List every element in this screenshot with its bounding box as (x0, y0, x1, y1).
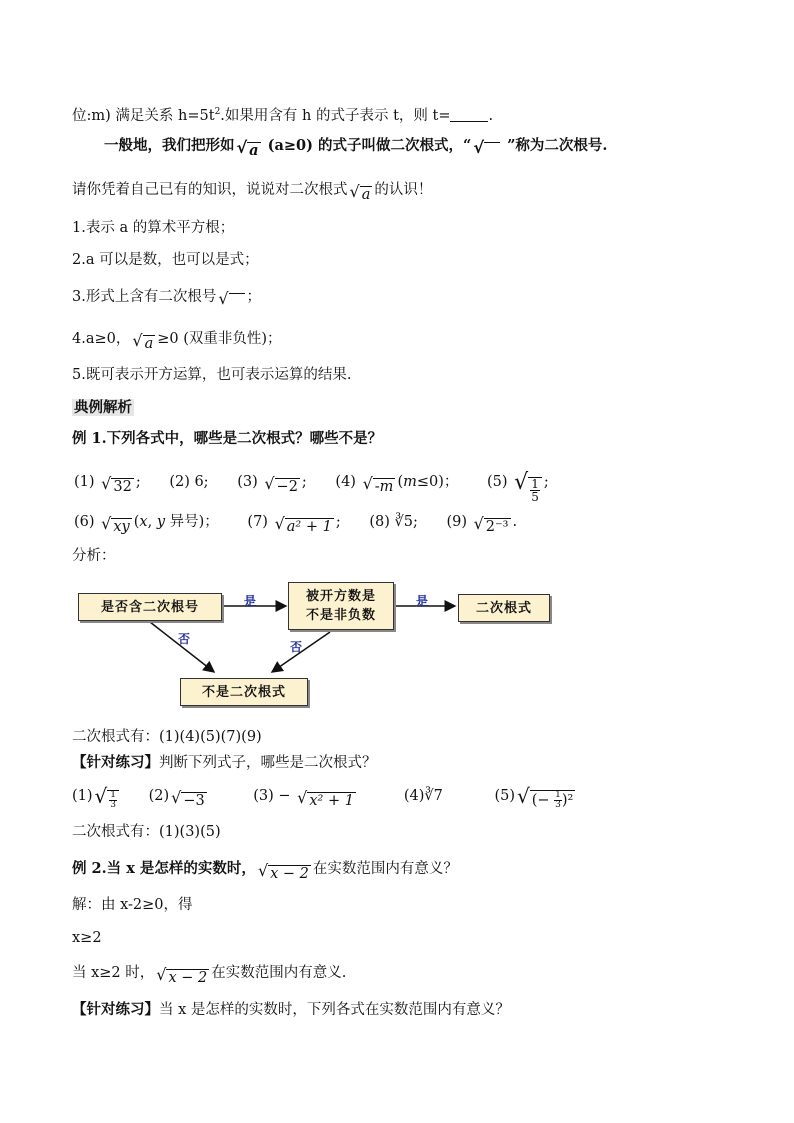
flow-label-yes-2: 是 (416, 594, 429, 608)
example-2-title: 例 2.当 x 是怎样的实数时， √ x − 2 在实数范围内有意义？ (72, 860, 458, 882)
flow-label-no-2: 否 (290, 640, 303, 654)
ask-line: 请你凭着自己已有的知识，说说对二次根式 √ a 的认识！ (72, 182, 433, 203)
prac1-item-5: (5) √ (− $\frac{1}{3}$ )² (494, 784, 574, 810)
ex1-item-3: (3) √ −2 ; (237, 474, 307, 495)
flow-box-nonneg: 被开方数是 不是非负数 (288, 582, 394, 630)
point-4: 4.a≥0， √ a ≥0 (双重非负性)； (72, 331, 282, 352)
practice-1: 【针对练习】判断下列式子，哪些是二次根式？ (72, 754, 377, 771)
ex1-item-4: (4) √ -m (m≤0)； (335, 474, 459, 495)
point-1: 1.表示 a 的算术平方根； (72, 220, 235, 236)
ex1-item-9: (9) √ 2⁻³ . (446, 514, 518, 535)
ex1-item-8: (8) ∛5; (369, 514, 418, 530)
practice-1-items (72, 786, 577, 810)
flow-box-not-root: 不是二次根式 (180, 678, 308, 706)
solution-line-2: x≥2 (72, 930, 102, 946)
section-heading: 典例解析 (74, 399, 132, 416)
flow-label-no-1: 否 (178, 632, 191, 646)
ex1-item-5: (5) √ $\frac{1}{5}$ ; (487, 470, 549, 504)
ex1-item-7: (7) √ a² + 1 ; (247, 514, 341, 535)
sqrt-a: √ a (236, 138, 259, 159)
ex1-item-1: (1) √ 32 ; (74, 474, 141, 495)
ex1-item-6: (6) √ xy (x, y 异号)； (74, 514, 219, 535)
prac1-item-1: (1) √ $\frac{1}{3}$ (72, 786, 144, 810)
prac1-item-2: (2) √ −3 (148, 788, 205, 809)
answer-2: 二次根式有：(1)(3)(5) (72, 824, 221, 840)
example-1-title: 例 1.下列各式中，哪些是二次根式？哪些不是？ (72, 430, 383, 447)
answer-1: 二次根式有：(1)(4)(5)(7)(9) (72, 729, 262, 745)
definition-line: 一般地，我们把形如 √ a (a≥0) 的式子叫做二次根式，“ √ ”称为二次根号. (104, 137, 608, 159)
point-2: 2.a 可以是数，也可以是式； (72, 252, 259, 268)
prac1-item-4: (4)∛7 (403, 788, 443, 804)
prac1-item-3: (3) − √ x² + 1 (253, 788, 354, 809)
solution-line-1: 解：由 x-2≥0，得 (72, 897, 193, 913)
point-5: 5.既可表示开方运算，也可表示运算的结果. (72, 367, 352, 383)
solution-line-3: 当 x≥2 时， √ x − 2 在实数范围内有意义. (72, 965, 347, 986)
analysis-label: 分析： (72, 548, 116, 564)
flow-box-has-root: 是否含二次根号 (78, 593, 222, 621)
sqrt-symbol: √ (473, 140, 500, 156)
flow-label-yes-1: 是 (244, 594, 257, 608)
flow-box-is-root: 二次根式 (458, 594, 550, 622)
intro-line: 位:m) 满足关系 $h=5t^2$.如果用含有 h 的式子表示 t，则 t= . (72, 107, 494, 124)
practice-2: 【针对练习】当 x 是怎样的实数时，下列各式在实数范围内有意义？ (72, 1001, 510, 1018)
point-3: 3.形式上含有二次根号 √ ； (72, 289, 262, 308)
ex1-item-2: (2) 6; (169, 474, 209, 490)
